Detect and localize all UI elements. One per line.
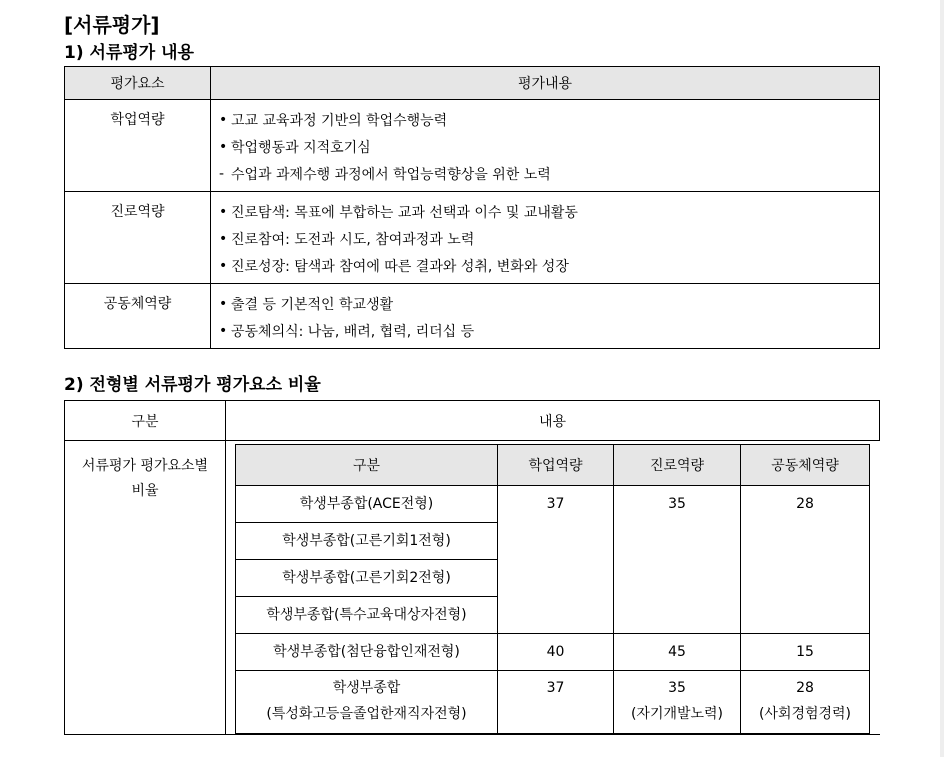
- bullet-mark: •: [219, 257, 228, 274]
- value-community-group2: 15: [741, 634, 870, 671]
- type-equal-opportunity-2: 학생부종합(고른기회2전형): [236, 560, 498, 597]
- table-row: [65, 284, 880, 349]
- value-community-group1: 28: [741, 486, 870, 634]
- bullet-mark: •: [219, 111, 228, 128]
- document-title: [서류평가]: [64, 13, 160, 37]
- value-career-group3: [614, 671, 741, 734]
- value-community-group3: [741, 671, 870, 734]
- dash-mark: -: [219, 165, 225, 182]
- bullet-mark: •: [219, 230, 228, 247]
- factor-career: 진로역량: [65, 192, 211, 284]
- item-text: 학업행동과 지적호기심: [231, 139, 371, 156]
- item-text: 공동체의식: 나눔, 배려, 협력, 리더십 등: [231, 323, 475, 340]
- table-row: [65, 441, 880, 735]
- list-item: [219, 252, 879, 279]
- bullet-mark: •: [219, 295, 228, 312]
- row-label: [65, 441, 226, 735]
- content-community: [211, 284, 880, 349]
- ratio-content-cell: [226, 441, 880, 735]
- content-career: [211, 192, 880, 284]
- type-ace: 학생부종합(ACE전형): [236, 486, 498, 523]
- bullet-mark: •: [219, 138, 228, 155]
- inner-header-community: 공동체역량: [741, 445, 870, 486]
- section-2-title: 2) 전형별 서류평가 평가요소 비율: [64, 375, 321, 395]
- item-text: 출결 등 기본적인 학교생활: [231, 296, 394, 313]
- header-content: 평가내용: [211, 67, 880, 100]
- list-item: [219, 106, 879, 133]
- inner-header-type: 구분: [236, 445, 498, 486]
- table-row: [65, 192, 880, 284]
- content-academic: [211, 100, 880, 192]
- type-equal-opportunity-1: 학생부종합(고른기회1전형): [236, 523, 498, 560]
- item-text: 고교 교육과정 기반의 학업수행능력: [231, 112, 448, 129]
- list-item: [219, 133, 879, 160]
- factor-community: 공동체역량: [65, 284, 211, 349]
- value-career-group1: 35: [614, 486, 741, 634]
- header-content: 내용: [226, 401, 880, 441]
- list-item: [219, 225, 879, 252]
- evaluation-content-table: [64, 66, 880, 349]
- row-label-line: 비율: [131, 483, 159, 499]
- ratio-outer-table: [64, 400, 880, 735]
- type-special-education: 학생부종합(특수교육대상자전형): [236, 597, 498, 634]
- table-row: [65, 100, 880, 192]
- bullet-mark: •: [219, 322, 228, 339]
- table-header-row: [65, 401, 880, 441]
- factor-academic: 학업역량: [65, 100, 211, 192]
- item-text: 진로성장: 탐색과 참여에 따른 결과와 성취, 변화와 성장: [231, 258, 569, 275]
- table-row: [236, 634, 870, 671]
- table-row: [236, 671, 870, 734]
- section-1-title: 1) 서류평가 내용: [64, 43, 194, 63]
- item-text: 진로참여: 도전과 시도, 참여과정과 노력: [231, 231, 475, 248]
- value-academic-group3: 37: [498, 671, 614, 734]
- item-text: 수업과 과제수행 과정에서 학업능력향상을 위한 노력: [231, 166, 551, 183]
- type-employed-vocational: [236, 671, 498, 734]
- inner-header-row: [236, 445, 870, 486]
- type-line: (특성화고등을졸업한재직자전형): [266, 706, 467, 722]
- inner-header-career: 진로역량: [614, 445, 741, 486]
- value-academic-group2: 40: [498, 634, 614, 671]
- table-header-row: [65, 67, 880, 100]
- bullet-mark: •: [219, 203, 228, 220]
- list-item: [219, 198, 879, 225]
- list-item: [219, 160, 879, 187]
- value-career-group2: 45: [614, 634, 741, 671]
- list-item: [219, 317, 879, 344]
- value-number: 28: [796, 680, 814, 696]
- inner-header-academic: 학업역량: [498, 445, 614, 486]
- list-item: [219, 290, 879, 317]
- value-academic-group1: 37: [498, 486, 614, 634]
- value-note: (자기개발노력): [630, 706, 724, 722]
- header-category: 구분: [65, 401, 226, 441]
- item-text: 진로탐색: 목표에 부합하는 교과 선택과 이수 및 교내활동: [231, 204, 578, 221]
- row-label-line: 서류평가 평가요소별: [81, 458, 209, 474]
- page-edge: [940, 0, 944, 757]
- type-advanced-convergence: 학생부종합(첨단융합인재전형): [236, 634, 498, 671]
- type-line: 학생부종합: [332, 680, 401, 696]
- header-factor: 평가요소: [65, 67, 211, 100]
- value-note: (사회경험경력): [758, 706, 852, 722]
- value-number: 35: [668, 680, 686, 696]
- ratio-inner-table: [235, 444, 870, 734]
- table-row: [236, 486, 870, 523]
